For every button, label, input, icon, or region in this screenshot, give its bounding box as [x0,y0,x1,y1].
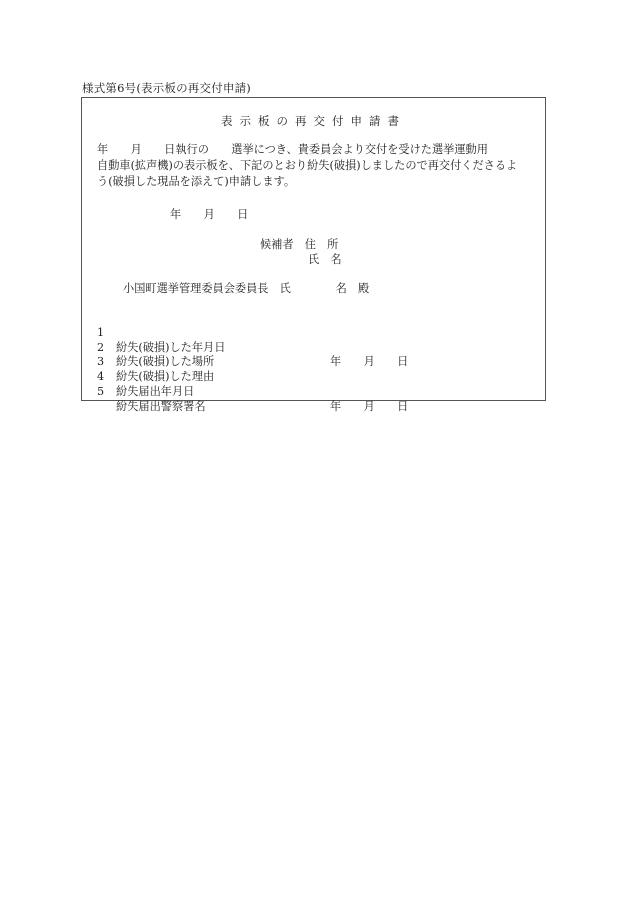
candidate-address-label: 候補者 住 所 [260,238,339,251]
item-label: 紛失(破損)した年月日 [116,340,226,354]
addressee-line: 小国町選挙管理委員会委員長 氏 名 殿 [123,282,370,295]
item-label: 紛失(破損)した場所 [116,355,215,369]
item-number: 1 [97,325,105,339]
application-date: 年 月 日 [170,208,249,221]
body-line-1: 年 月 日執行の 選挙につき、貴委員会より交付を受けた選挙運動用 [97,143,488,156]
document-title: 表示板の再交付申請書 [221,114,406,128]
item-number: 3 [97,355,105,369]
item-list [97,311,409,413]
item-label: 紛失(破損)した理由 [116,370,215,384]
item-label: 紛失届出警察署名 [116,399,206,413]
item-label: 紛失届出年月日 [116,384,195,398]
body-line-3: う(破損した現品を添えて)申請します。 [97,175,296,188]
item-date: 年 月 日 [330,399,409,413]
item-date: 年 月 日 [330,355,409,369]
item-number: 4 [97,370,105,384]
item-number: 2 [97,340,105,354]
application-form-frame [81,97,546,413]
form-number-label: 様式第6号(表示板の再交付申請) [82,81,251,95]
body-line-2: 自動車(拡声機)の表示板を、下記のとおり紛失(破損)しましたので再交付くださるよ [97,159,518,172]
candidate-name-label: 氏 名 [308,253,342,266]
item-number: 5 [97,384,105,398]
